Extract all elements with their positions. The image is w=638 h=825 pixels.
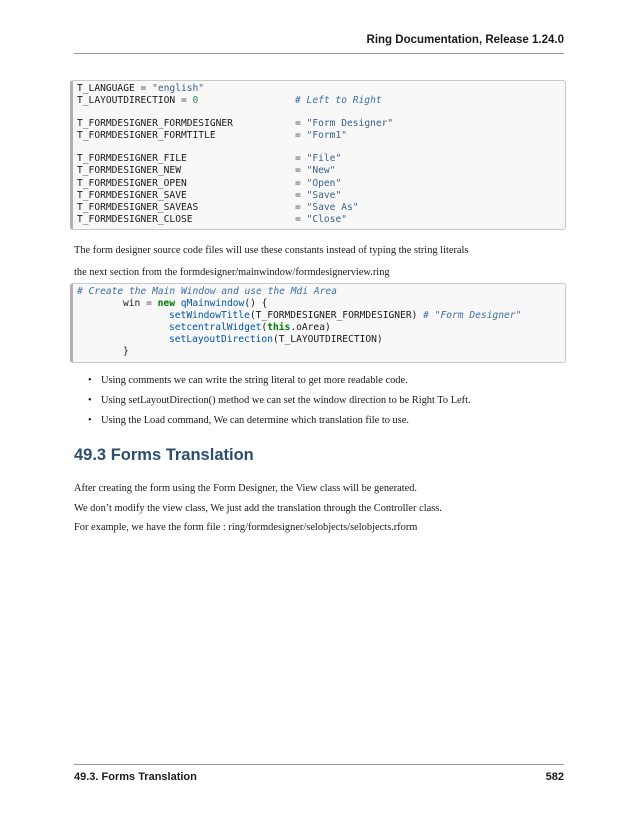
code-line: [77, 153, 565, 165]
code-line: [77, 310, 565, 322]
code-line: [77, 202, 565, 214]
code-method: setLayoutDirection: [169, 334, 273, 346]
code-comment: # Create the Main Window and use the Mdi Area: [77, 286, 337, 297]
code-line: [77, 334, 565, 346]
body-paragraph: The form designer source code files will use these constants instead of typing the string literals: [74, 245, 469, 256]
code-line: [77, 346, 565, 358]
code-args: (T_FORMDESIGNER_FORMDESIGNER): [249, 310, 424, 322]
code-method: setcentralWidget: [169, 322, 262, 334]
list-item: [88, 414, 558, 434]
code-blank-line: [77, 107, 565, 118]
code-blank-line: [77, 142, 565, 153]
code-number: 0: [192, 95, 199, 107]
code-line: [77, 286, 565, 298]
code-string: "Close": [306, 213, 347, 225]
code-identifier: T_LAYOUTDIRECTION: [77, 95, 176, 107]
code-class-name: qMainwindow: [180, 298, 245, 310]
code-string: "New": [306, 165, 336, 177]
code-comment: # Left to Right: [295, 95, 382, 107]
bullet-icon: •: [88, 375, 92, 386]
body-paragraph: For example, we have the form file : ring/formdesigner/selobjects/selobjects.rform: [74, 522, 418, 533]
code-string: "Save As": [306, 201, 359, 213]
code-identifier: win: [123, 298, 141, 310]
code-keyword: this: [267, 322, 291, 334]
list-item: [88, 374, 558, 394]
code-line: [77, 298, 565, 310]
code-punctuation: (: [261, 322, 268, 334]
code-string: "english": [152, 83, 205, 94]
bullet-icon: •: [88, 395, 92, 406]
page-number: 582: [545, 771, 564, 783]
code-line: [77, 130, 565, 142]
code-line: [77, 95, 565, 107]
footer-section-title: 49.3. Forms Translation: [74, 771, 197, 783]
list-item-text: Using setLayoutDirection() method we can set the window direction to be Right To Left.: [101, 395, 471, 406]
list-item-text: Using the Load command, We can determine which translation file to use.: [101, 415, 410, 426]
code-string: "Save": [306, 189, 342, 201]
code-identifier: T_FORMDESIGNER_FORMTITLE: [77, 130, 216, 142]
code-block-constants: [70, 80, 566, 230]
footer-divider: [74, 764, 564, 765]
code-operator: =: [295, 177, 307, 189]
code-string: "Form1": [306, 130, 347, 142]
code-keyword: new: [157, 298, 175, 310]
code-operator: =: [295, 201, 307, 213]
code-line: [77, 322, 565, 334]
code-line: [77, 178, 565, 190]
code-operator: =: [175, 95, 193, 107]
code-args: (T_LAYOUTDIRECTION): [272, 334, 383, 346]
section-heading: 49.3 Forms Translation: [74, 446, 254, 464]
code-identifier: T_FORMDESIGNER_SAVE: [77, 189, 187, 201]
code-line: [77, 83, 565, 95]
header-divider: [74, 53, 564, 54]
code-identifier: T_FORMDESIGNER_NEW: [77, 165, 181, 177]
code-operator: =: [140, 298, 158, 310]
code-identifier: T_FORMDESIGNER_OPEN: [77, 177, 187, 189]
body-paragraph: We don’t modify the view class, We just add the translation through the Controller class.: [74, 503, 442, 514]
bullet-list: [88, 374, 558, 434]
code-args: .oArea): [290, 322, 331, 334]
code-operator: =: [134, 83, 153, 94]
code-method: setWindowTitle: [169, 310, 250, 322]
code-operator: =: [295, 165, 307, 177]
code-identifier: T_FORMDESIGNER_CLOSE: [77, 213, 193, 225]
code-identifier: T_FORMDESIGNER_FILE: [77, 153, 187, 165]
bullet-icon: •: [88, 415, 92, 426]
code-line: [77, 165, 565, 177]
code-punctuation: () {: [244, 298, 268, 310]
code-comment: # "Form Designer": [423, 310, 522, 322]
code-string: "Form Designer": [306, 118, 394, 130]
code-operator: =: [295, 153, 307, 165]
code-operator: =: [295, 213, 307, 225]
code-identifier: T_LANGUAGE: [77, 83, 135, 94]
body-paragraph: the next section from the formdesigner/mainwindow/formdesignerview.ring: [74, 267, 390, 278]
code-string: "File": [306, 153, 342, 165]
page-header-title: Ring Documentation, Release 1.24.0: [366, 34, 564, 46]
code-identifier: T_FORMDESIGNER_SAVEAS: [77, 201, 199, 213]
code-operator: =: [295, 130, 307, 142]
code-string: "Open": [306, 177, 342, 189]
list-item: [88, 394, 558, 414]
code-line: [77, 118, 565, 130]
code-operator: =: [295, 189, 307, 201]
list-item-text: Using comments we can write the string literal to get more readable code.: [101, 375, 408, 386]
code-punctuation: }: [123, 346, 129, 358]
body-paragraph: After creating the form using the Form Designer, the View class will be generated.: [74, 483, 417, 494]
code-operator: =: [295, 118, 307, 130]
code-line: [77, 214, 565, 226]
code-block-mainwindow: [70, 283, 566, 363]
code-identifier: T_FORMDESIGNER_FORMDESIGNER: [77, 118, 233, 130]
code-line: [77, 190, 565, 202]
